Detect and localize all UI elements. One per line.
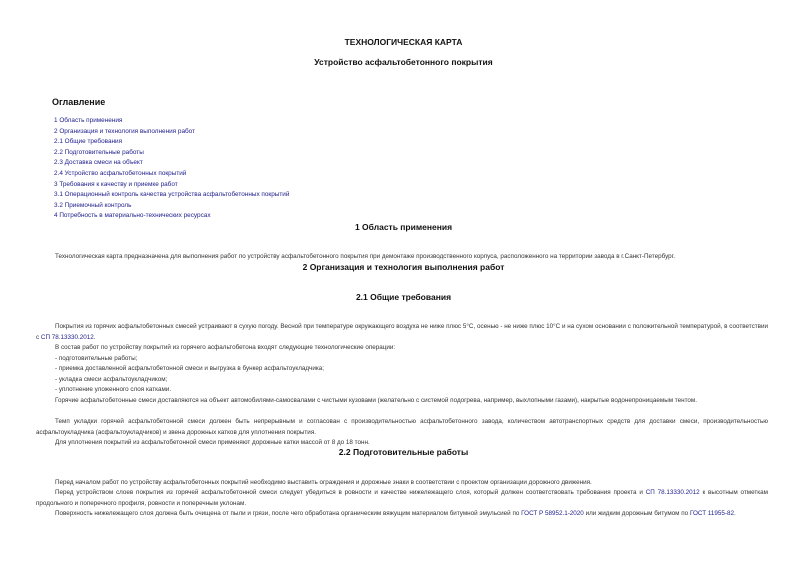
section-heading: 1 Область применения bbox=[354, 222, 453, 232]
standard-link[interactable]: ГОСТ 11955-82 bbox=[689, 510, 734, 517]
section-heading: 2.2 Подготовительные работы bbox=[338, 447, 469, 457]
toc-heading: Оглавление bbox=[52, 97, 106, 107]
paragraph-text: или жидким дорожным битумом по bbox=[583, 510, 690, 517]
toc-link[interactable]: 2.3 Доставка смеси на объект bbox=[54, 159, 143, 167]
paragraph-text: . bbox=[733, 510, 736, 517]
paragraph: В состав работ по устройству покрытий из горячего асфальтобетона входят следующие технологические операции: bbox=[55, 344, 396, 351]
table-of-contents bbox=[54, 116, 289, 222]
toc-link[interactable]: 4 Потребность в материально-технических ресурсах bbox=[54, 212, 211, 220]
standard-link[interactable]: СП 78.13330.2012 bbox=[645, 489, 700, 496]
paragraph-text: Поверхность нижележащего слоя должна быть очищена от пыли и грязи, после чего обработана органическим вяжущим материалом битумной эмульсией по bbox=[55, 510, 522, 517]
toc-link[interactable]: 2.2 Подготовительные работы bbox=[54, 148, 144, 156]
document-subtitle: Устройство асфальтобетонного покрытия bbox=[314, 57, 493, 67]
toc-link[interactable]: 2.1 Общие требования bbox=[54, 138, 123, 146]
section-heading: 2 Организация и технология выполнения работ bbox=[302, 262, 505, 272]
paragraph-text: Покрытия из горячих асфальтобетонных смесей устраивают в сухую погоду. Весной при температуре окружающего воздуха не ниже плюс 5°С, осенью - не ниже плюс 10°С и на сухом основании с положительной температурой, в соответствии с bbox=[36, 323, 768, 341]
list-item: - приемка доставленной асфальтобетонной смеси и выгрузка в бункер асфальтоукладчика; bbox=[55, 365, 324, 372]
list-item: - уплотнение уложенного слоя катками. bbox=[55, 386, 172, 393]
toc-link[interactable]: 3.2 Приемочный контроль bbox=[54, 201, 132, 209]
toc-link[interactable]: 3.1 Операционный контроль качества устройства асфальтобетонных покрытий bbox=[54, 191, 290, 199]
paragraph-text: Перед устройством слоев покрытия из горячей асфальтобетонной смеси следует убедиться в ровности и качестве нижележащего слоя, который должен соответствовать требования проекта и bbox=[55, 489, 646, 496]
toc-link[interactable]: 2.4 Устройство асфальтобетонных покрытий bbox=[54, 169, 187, 177]
document-title: ТЕХНОЛОГИЧЕСКАЯ КАРТА bbox=[344, 37, 463, 47]
toc-link[interactable]: 2 Организация и технология выполнения работ bbox=[54, 127, 196, 135]
paragraph-text: к высотным отметкам продольного и поперечного профиля, ровности и поперечным уклонам. bbox=[36, 489, 768, 507]
list-item: - подготовительные работы; bbox=[55, 355, 138, 362]
toc-link[interactable]: 1 Область применения bbox=[54, 117, 123, 124]
section-heading: 2.1 Общие требования bbox=[355, 292, 452, 302]
paragraph bbox=[36, 488, 768, 509]
paragraph: Перед началом работ по устройству асфальтобетонных покрытий необходимо выставить ограждения и дорожные знаки в соответствии с проектом организации дорожного движения. bbox=[55, 479, 592, 486]
paragraph-text: . bbox=[93, 333, 96, 341]
standard-link[interactable]: СП 78.13330.2012 bbox=[40, 333, 94, 341]
paragraph: Горячие асфальтобетонные смеси доставляются на объект автомобилями-самосвалами с чистыми кузовами (желательно с системой подогрева, например, выхлопными газами), накрытые водонепроницаемым тентом. bbox=[55, 397, 697, 404]
paragraph: Технологическая карта предназначена для выполнения работ по устройству асфальтобетонного покрытия при демонтаже производственного корпуса, расположенного на территории завода в г.Санкт-Петербург. bbox=[55, 253, 675, 260]
toc-link[interactable]: 3 Требования к качеству и приемке работ bbox=[54, 180, 178, 188]
paragraph bbox=[36, 322, 768, 343]
standard-link[interactable]: ГОСТ Р 58952.1-2020 bbox=[521, 510, 584, 517]
list-item: - укладка смеси асфальтоукладчиком; bbox=[55, 376, 168, 383]
paragraph: Для уплотнения покрытий из асфальтобетонной смеси применяют дорожные катки массой от 8 до 18 тонн. bbox=[55, 439, 370, 446]
paragraph bbox=[36, 509, 768, 520]
paragraph: Темп укладки горячей асфальтобетонной смеси должен быть непрерывным и согласован с производительностью асфальтобетонного завода, количеством автотранспортных средств для доставки смеси, производительностью асфальтоукладчика (асфальтоукладчиков) и звена дорожных катков для уплотнения покрытия. bbox=[36, 418, 768, 436]
